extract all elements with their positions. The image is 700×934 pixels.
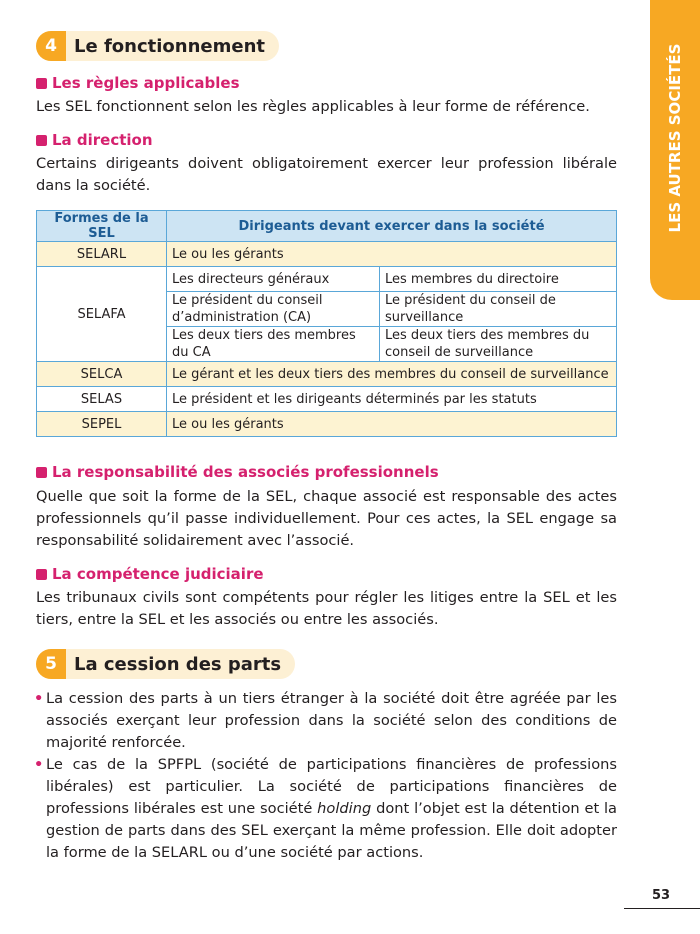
list-item-text: La cession des parts à un tiers étranger à la société doit être agréée par les associés exerçant leur profession dans la société selon des conditions de majorité renforcée.	[46, 690, 617, 751]
section-5-number: 5	[36, 649, 66, 679]
subheading-rules	[36, 74, 240, 92]
table-cell-form: SELAFA	[37, 267, 167, 362]
chapter-side-tab-label: LES AUTRES SOCIÉTÉS	[666, 43, 684, 233]
subheading-jurisdiction	[36, 565, 264, 583]
table-header-row	[37, 211, 617, 242]
table-row	[37, 242, 617, 267]
table-cell-form: SELCA	[37, 362, 167, 387]
table-cell-directors: Le président du conseil de surveillance	[380, 292, 617, 327]
bullet-dot-icon: •	[34, 690, 44, 707]
subheading-direction	[36, 131, 153, 149]
table-row	[37, 267, 617, 292]
table-cell-directors: Le ou les gérants	[167, 412, 617, 437]
list-item	[36, 754, 617, 864]
table-cell-form: SELARL	[37, 242, 167, 267]
list-item	[36, 688, 617, 754]
table-cell-directors: Les deux tiers des membres du CA	[167, 327, 380, 362]
page-number-rule	[624, 908, 700, 909]
bullet-list	[36, 688, 617, 864]
paragraph-liability: Quelle que soit la forme de la SEL, chaque associé est responsable des actes professionnels qu’il passe individuellement. Pour ces actes, la SEL engage sa responsabilité solidairement avec l’associé.	[36, 488, 617, 549]
table-row	[37, 387, 617, 412]
square-bullet-icon	[36, 78, 47, 89]
square-bullet-icon	[36, 569, 47, 580]
list-item-text-start: Le cas de la SPFPL (société de participations financières de professions libérales) est particulier. La société de participations financières de professions libérales est une société	[46, 756, 617, 817]
section-5-title: La cession des parts	[74, 653, 282, 675]
table-cell-form: SEPEL	[37, 412, 167, 437]
section-4-heading	[36, 31, 279, 61]
table-header-directors: Dirigeants devant exercer dans la société	[167, 211, 617, 242]
subheading-rules-label: Les règles applicables	[52, 74, 240, 92]
table-row	[37, 412, 617, 437]
section-5-heading	[36, 649, 295, 679]
section-4-number: 4	[36, 31, 66, 61]
subheading-liability	[36, 463, 439, 481]
sel-directors-table	[36, 210, 617, 437]
section-4-title: Le fonctionnement	[74, 35, 265, 57]
table-cell-form: SELAS	[37, 387, 167, 412]
table-cell-directors: Les membres du directoire	[380, 267, 617, 292]
table-cell-directors: Le président du conseil d’administration (CA)	[167, 292, 380, 327]
table-cell-directors: Le gérant et les deux tiers des membres du conseil de surveillance	[167, 362, 617, 387]
table-cell-directors: Le ou les gérants	[167, 242, 617, 267]
table-cell-directors: Les directeurs généraux	[167, 267, 380, 292]
chapter-side-tab	[650, 0, 700, 300]
paragraph-jurisdiction: Les tribunaux civils sont compétents pour régler les litiges entre la SEL et les tiers, entre la SEL et les associés ou entre les associés.	[36, 589, 617, 628]
paragraph-rules: Les SEL fonctionnent selon les règles applicables à leur forme de référence.	[36, 98, 590, 115]
paragraph-direction: Certains dirigeants doivent obligatoirement exercer leur profession libérale dans la société.	[36, 155, 617, 194]
table-header-forms: Formes de la SEL	[37, 211, 167, 242]
subheading-liability-label: La responsabilité des associés professionnels	[52, 463, 439, 481]
subheading-direction-label: La direction	[52, 131, 153, 149]
table-cell-directors: Le président et les dirigeants déterminés par les statuts	[167, 387, 617, 412]
bullet-dot-icon: •	[34, 756, 44, 773]
list-item-text-emphasis: holding	[317, 800, 372, 817]
table-row	[37, 362, 617, 387]
subheading-jurisdiction-label: La compétence judiciaire	[52, 565, 264, 583]
square-bullet-icon	[36, 135, 47, 146]
square-bullet-icon	[36, 467, 47, 478]
page-number: 53	[652, 888, 671, 903]
table-cell-directors: Les deux tiers des membres du conseil de surveillance	[380, 327, 617, 362]
list-item-text-end: dont l’objet est la détention et la gestion de parts dans des SEL exerçant la même profession. Elle doit adopter la forme de la SELARL ou d’une société par actions.	[46, 800, 617, 861]
